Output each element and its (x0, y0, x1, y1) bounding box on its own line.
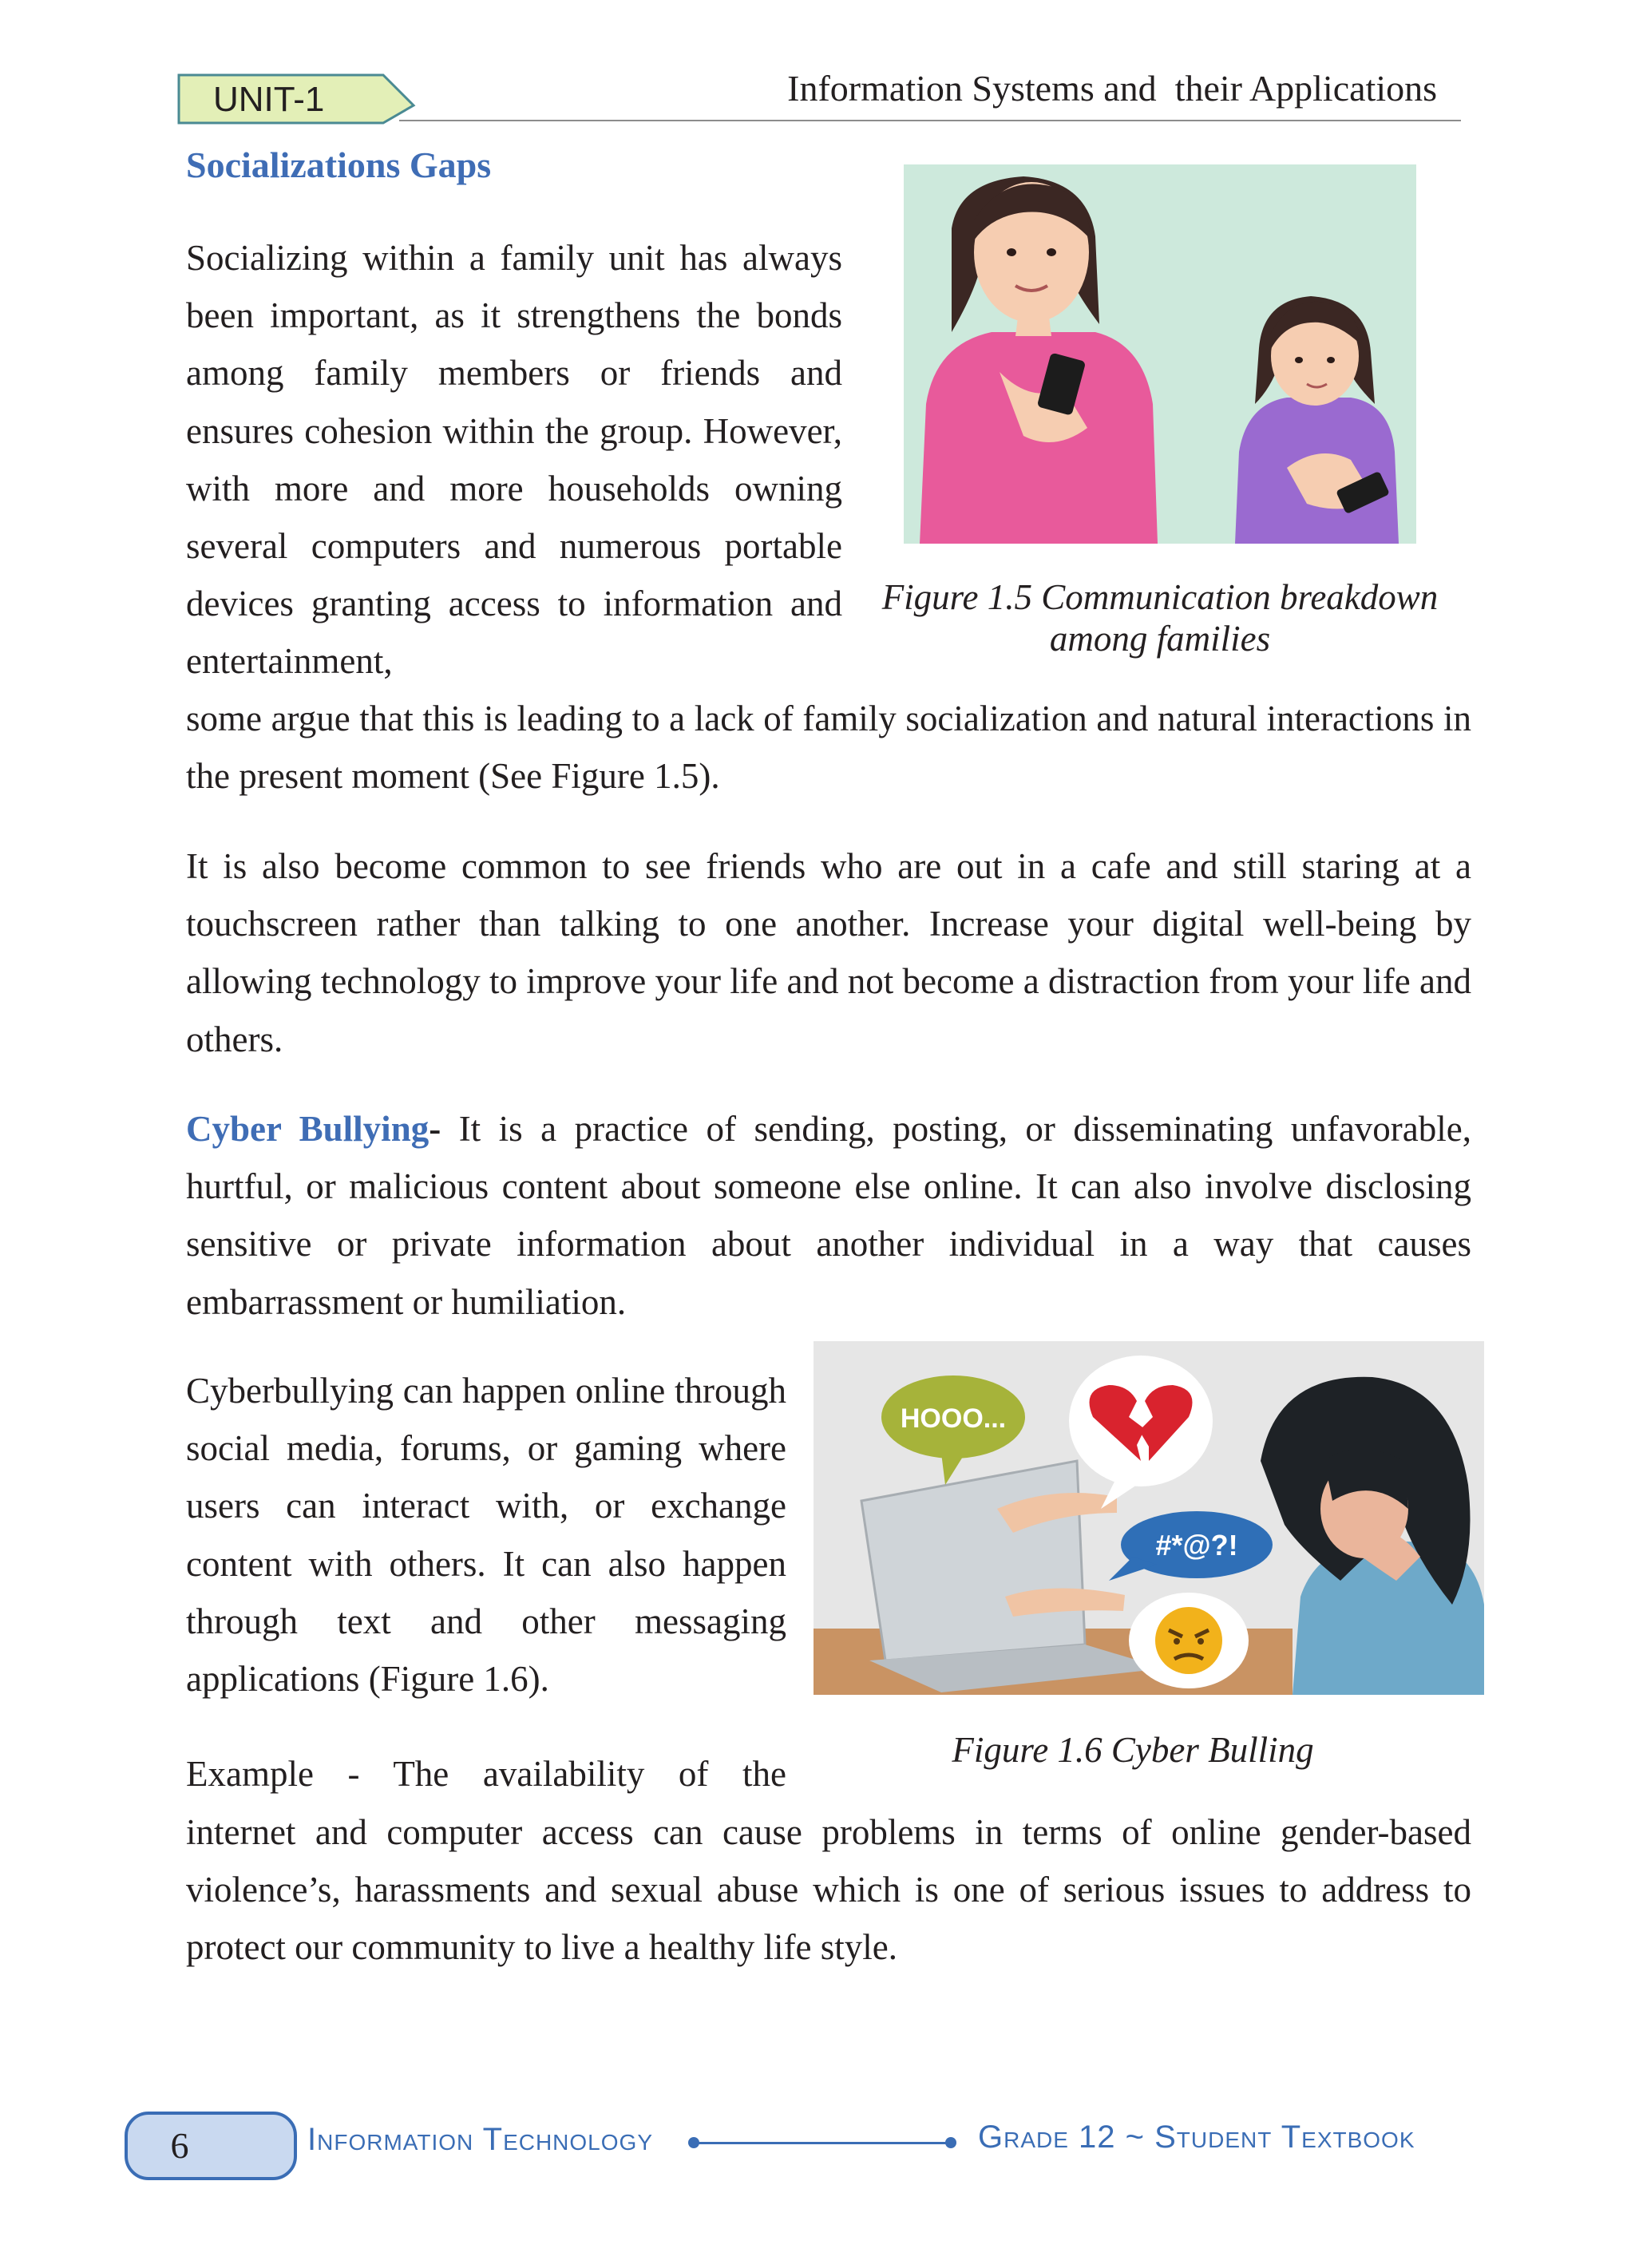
girls-with-phones-illustration (904, 164, 1416, 544)
paragraph-socialization-intro: Socializing within a family unit has always been important, as it strengthens the bonds among family members or friends and ensures cohesion within the group. However, with more and more households owning several computers and numerous portable devices granting access to information and entertainment, (186, 238, 842, 682)
bubble-symbols-text: #*@?! (1155, 1529, 1238, 1561)
paragraph-digital-wellbeing: It is also become common to see friends who are out in a cafe and still staring at a touchscreen rather than talking to one another. Increase your digital well-being by allowing technology to improve your life and not become a distraction from your life and others. (186, 846, 1471, 1059)
header-rule (399, 120, 1461, 121)
running-title: Information Systems and their Applications (787, 68, 1437, 109)
footer-connector (695, 2142, 950, 2144)
figure-1-5-caption-line2: among families (1049, 619, 1271, 659)
paragraph-socialization-continued: some argue that this is leading to a lack of family socialization and natural interactions in the present moment (See Figure 1.5). (186, 699, 1471, 797)
bubble-hooo-text: HOOO... (900, 1403, 1007, 1434)
paragraph-cyber-bullying-definition (186, 1100, 1471, 1331)
footer-connector-dot-left (688, 2137, 699, 2148)
figure-1-6-caption: Figure 1.6 Cyber Bulling (952, 1730, 1314, 1770)
term-cyber-bullying: Cyber Bullying (186, 1109, 430, 1149)
footer-connector-dot-right (945, 2137, 956, 2148)
footer-right-title: Grade 12 ~ Student Textbook (978, 2120, 1415, 2155)
figure-1-5-image (904, 164, 1416, 544)
example-lead-line: Example - The availability of the (186, 1754, 786, 1794)
page-number: 6 (170, 2125, 189, 2166)
figure-1-6-image (814, 1341, 1484, 1695)
paragraph-cyberbullying-channels: Cyberbullying can happen online through social media, forums, or gaming where users can interact with, or exchange content with others. It can also happen through text and other messaging applications (Figure 1.6). (186, 1371, 786, 1700)
section-heading-socialization: Socializations Gaps (186, 144, 492, 185)
term-dash: - (429, 1109, 441, 1149)
figure-1-5-caption-line1: Figure 1.5 Communication breakdown (881, 577, 1439, 617)
angry-face-icon (1155, 1607, 1222, 1674)
page-number-badge (125, 2112, 297, 2180)
unit-tab-label: UNIT-1 (213, 80, 325, 119)
unit-tab (177, 73, 417, 125)
footer-left-title: Information Technology (307, 2122, 653, 2157)
cyber-bullying-illustration (814, 1341, 1484, 1695)
definition-text: It is a practice of sending, posting, or disseminating unfavorable, hurtful, or malicious content about someone else online. It can also involve disclosing sensitive or private information about another individual in a way that causes embarrassment or humiliation. (186, 1109, 1471, 1322)
example-continued: internet and computer access can cause problems in terms of online gender-based violence’s, harassments and sexual abuse which is one of serious issues to address to protect our community to live a healthy life style. (186, 1812, 1471, 1968)
